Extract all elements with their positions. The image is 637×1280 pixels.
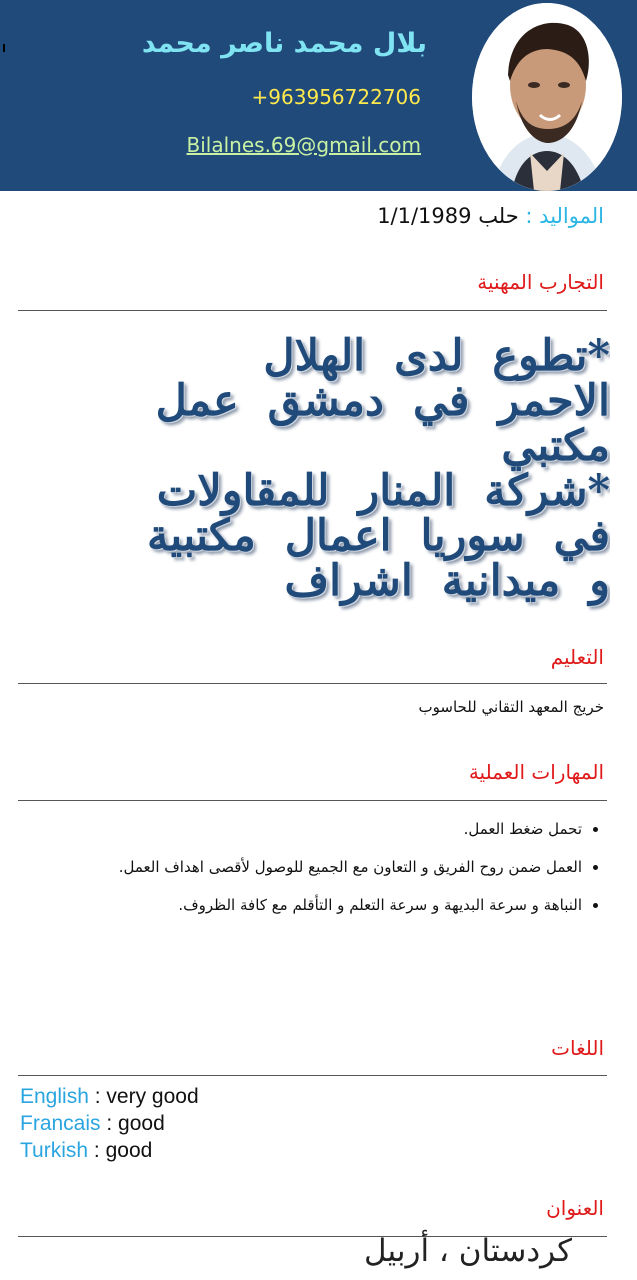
language-name: English [20, 1085, 89, 1108]
experience-line: في سوريا اعمال مكتبية [147, 511, 610, 561]
experience-line: و ميدانية اشراف [284, 556, 610, 606]
list-item [20, 1110, 199, 1137]
divider [18, 683, 607, 684]
skills-list [34, 810, 604, 924]
experience-line: *تطوع لدى الهلال [263, 334, 610, 381]
list-item: • العمل ضمن روح الفريق و التعاون مع الجميع للوصول لأقصى اهداف العمل. [34, 848, 582, 886]
profile-phone[interactable]: +963956722706 [251, 85, 421, 109]
language-level: : very good [88, 1085, 199, 1108]
list-item: • تحمل ضغط العمل. [34, 810, 582, 848]
experience-text [40, 334, 610, 614]
section-title-languages: اللغات [551, 1036, 604, 1060]
divider [18, 800, 607, 801]
birth-value: حلب 1/1/1989 [377, 204, 526, 228]
languages-list [20, 1083, 199, 1164]
divider [18, 1075, 607, 1076]
experience-line: الاحمر في دمشق عمل [155, 376, 610, 426]
section-title-experience: التجارب المهنية [477, 270, 604, 294]
divider [18, 310, 607, 311]
experience-line: مكتبي [501, 421, 610, 471]
experience-line: *شركة المنار للمقاولات [156, 466, 610, 516]
list-item [20, 1083, 199, 1110]
birth-label: المواليد : [525, 204, 604, 228]
profile-email-link[interactable]: Bilalnes.69@gmail.com [186, 133, 421, 157]
section-title-address: العنوان [546, 1196, 604, 1220]
language-level: : good [88, 1139, 153, 1162]
language-level: : good [100, 1112, 165, 1135]
address-text: كردستان ، أربيل [364, 1233, 572, 1269]
language-name: Francais [20, 1112, 101, 1135]
header-mark [3, 44, 5, 52]
education-text: خريج المعهد التقاني للحاسوب [418, 698, 604, 716]
list-item: • النباهة و سرعة البديهة و سرعة التعلم و التأقلم مع كافة الظروف. [34, 886, 582, 924]
avatar-photo [472, 3, 622, 191]
section-title-education: التعليم [550, 645, 604, 669]
section-title-skills: المهارات العملية [468, 760, 604, 784]
avatar [472, 3, 622, 191]
profile-name: بلال محمد ناصر محمد [141, 28, 427, 59]
list-item [20, 1137, 199, 1164]
profile-header [0, 0, 637, 191]
birth-info [377, 204, 604, 228]
language-name: Turkish [20, 1139, 89, 1162]
